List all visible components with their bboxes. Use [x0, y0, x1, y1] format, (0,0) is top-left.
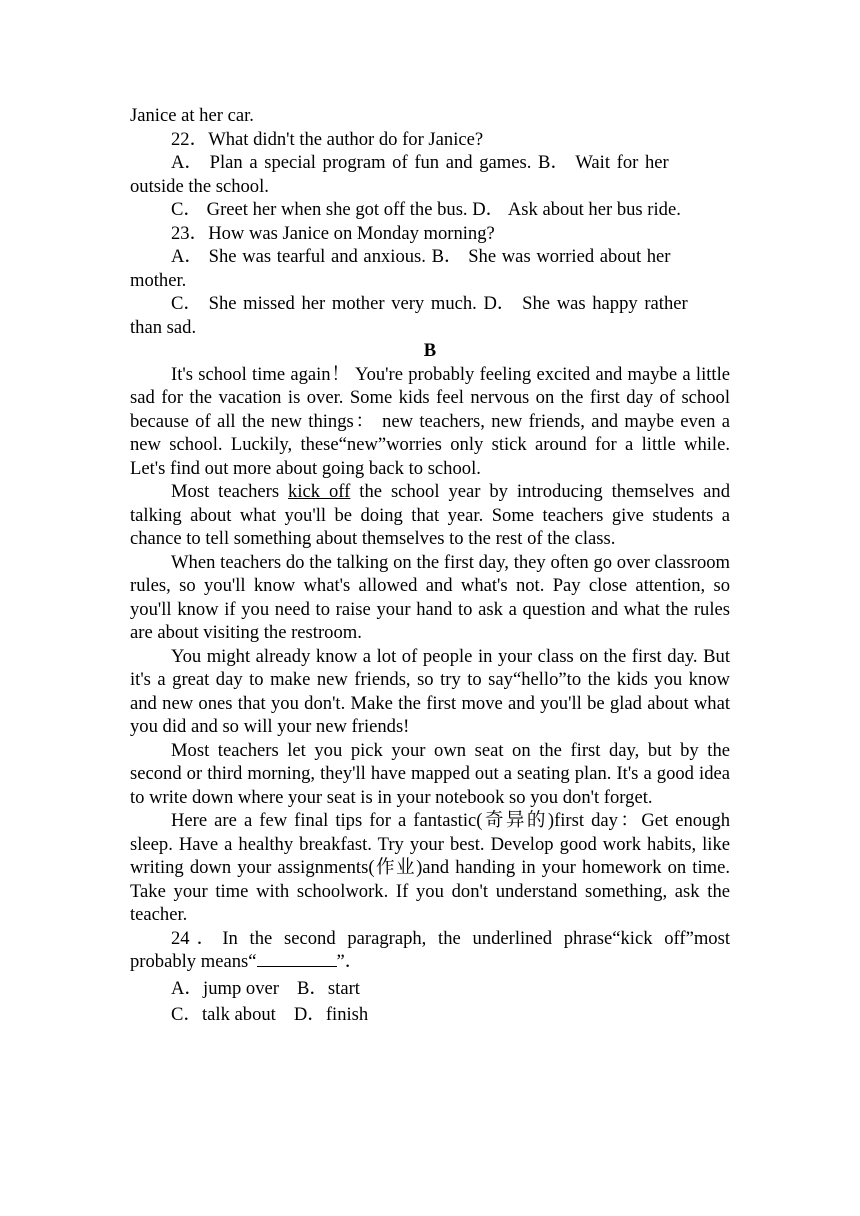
option-a: A．jump over	[171, 977, 279, 999]
option-c: C．talk about	[171, 1004, 276, 1025]
option-d: D．finish	[293, 1004, 369, 1025]
question-24-options-cd	[130, 1003, 730, 1027]
question-24-stem-end: ”．	[336, 951, 364, 972]
question-22-options-ab-cont: outside the school.	[130, 175, 269, 197]
intro-tail: Janice at her car.	[130, 105, 254, 126]
paragraph-2-start: Most teachers	[171, 481, 289, 502]
question-22-options-cd: C． Greet her when she got off the bus. D． Ask about her bus ride.	[171, 199, 681, 220]
question-23-options-cd: C． She missed her mother very much. D． She was happy rather	[171, 293, 688, 314]
question-23-options-ab: A． She was tearful and anxious. B． She was worried about her	[171, 246, 671, 267]
paragraph-3: When teachers do the talking on the first day, they often go over classroom rules, so you'll know what's allowed and what's not. Pay close attention, so you'll know if you need to raise your hand to ask a question and what the rules are about visiting the restroom.	[130, 551, 730, 643]
document-page	[130, 104, 730, 1027]
question-23-options-ab-cont: mother.	[130, 269, 187, 291]
paragraph-2	[130, 480, 730, 551]
paragraph-1: It's school time again！ You're probably feeling excited and maybe a little sad for the vacation is over. Some kids feel nervous on the first day of school because of all the new things： new teachers, new friends, and maybe even a new school. Luckily, these“new”worries only stick around for a little while. Let's find out more about going back to school.	[130, 363, 730, 479]
paragraph-4: You might already know a lot of people in your class on the first day. But it's a great day to make new friends, so try to say“hello”to the kids you know and new ones that you don't. Make the first move and you'll be glad about what you did and so will your new friends!	[130, 645, 730, 737]
question-22-stem: 22．What didn't the author do for Janice?	[171, 128, 484, 150]
option-b: B．start	[296, 977, 360, 999]
paragraph-2-rest: the school year by introducing themselves and talking about what you'll be doing that year. Some teachers give students a chance to tell something about themselves to the rest of the class.	[130, 481, 730, 549]
question-23-stem: 23．How was Janice on Monday morning?	[171, 222, 495, 244]
question-23-options-cd-cont: than sad.	[130, 316, 197, 338]
question-22-options-ab: A． Plan a special program of fun and games. B． Wait for her	[171, 152, 669, 173]
answer-blank	[257, 952, 337, 967]
paragraph-5: Most teachers let you pick your own seat on the first day, but by the second or third morning, they'll have mapped out a seating plan. It's a good idea to write down where your seat is in your notebook so you don't forget.	[130, 739, 730, 808]
question-24-options-ab	[130, 977, 730, 1001]
question-24-stem	[130, 927, 730, 974]
paragraph-6: Here are a few final tips for a fantastic(奇异的)first day：Get enough sleep. Have a healthy breakfast. Try your best. Develop good work habits, like writing down your assignments(作业)and handing in your homework on time. Take your time with schoolwork. If you don't understand something, ask the teacher.	[130, 810, 730, 925]
underlined-phrase: kick off	[288, 481, 351, 502]
question-24-stem-text: 24．In the second paragraph, the underlined phrase“kick off”most probably means“	[130, 927, 730, 972]
section-heading: B	[423, 340, 437, 361]
